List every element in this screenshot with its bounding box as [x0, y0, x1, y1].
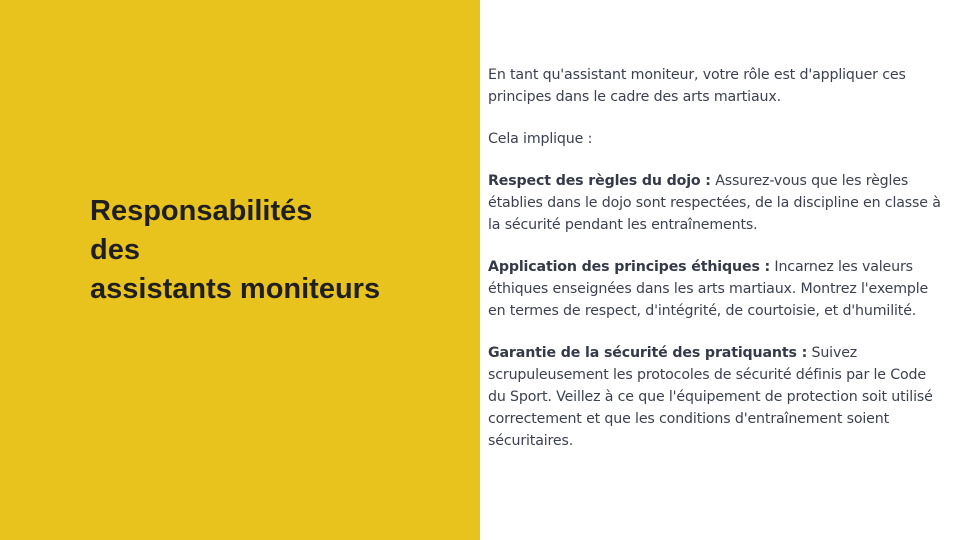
slide-title-line-3: assistants moniteurs: [90, 273, 381, 305]
lead-paragraph: Cela implique :: [488, 131, 593, 147]
responsibility-item: [488, 342, 943, 452]
slide-title: [90, 192, 470, 309]
responsibility-heading: Application des principes éthiques :: [488, 259, 771, 275]
responsibility-text: Suivez scrupuleusement les protocoles de sécurité définis par le Code du Sport. Veillez à ce que l'équipement de protection soit utilisé correctement et que les conditions d'entraînement soient sécuritaires.: [488, 345, 933, 449]
responsibility-text: Assurez-vous que les règles établies dans le dojo sont respectées, de la discipline en classe à la sécurité pendant les entraînements.: [488, 173, 941, 233]
slide-title-line-2: des: [90, 234, 140, 266]
responsibility-item: [488, 170, 943, 236]
responsibility-item: [488, 256, 943, 322]
slide-title-line-1: Responsabilités: [90, 195, 313, 227]
intro-paragraph: En tant qu'assistant moniteur, votre rôle est d'appliquer ces principes dans le cadre des arts martiaux.: [488, 67, 906, 105]
responsibility-heading: Garantie de la sécurité des pratiquants :: [488, 345, 808, 361]
responsibility-text: Incarnez les valeurs éthiques enseignées dans les arts martiaux. Montrez l'exemple en termes de respect, d'intégrité, de courtoisie, et d'humilité.: [488, 259, 929, 319]
responsibility-heading: Respect des règles du dojo :: [488, 173, 711, 189]
slide-body: [488, 64, 943, 472]
